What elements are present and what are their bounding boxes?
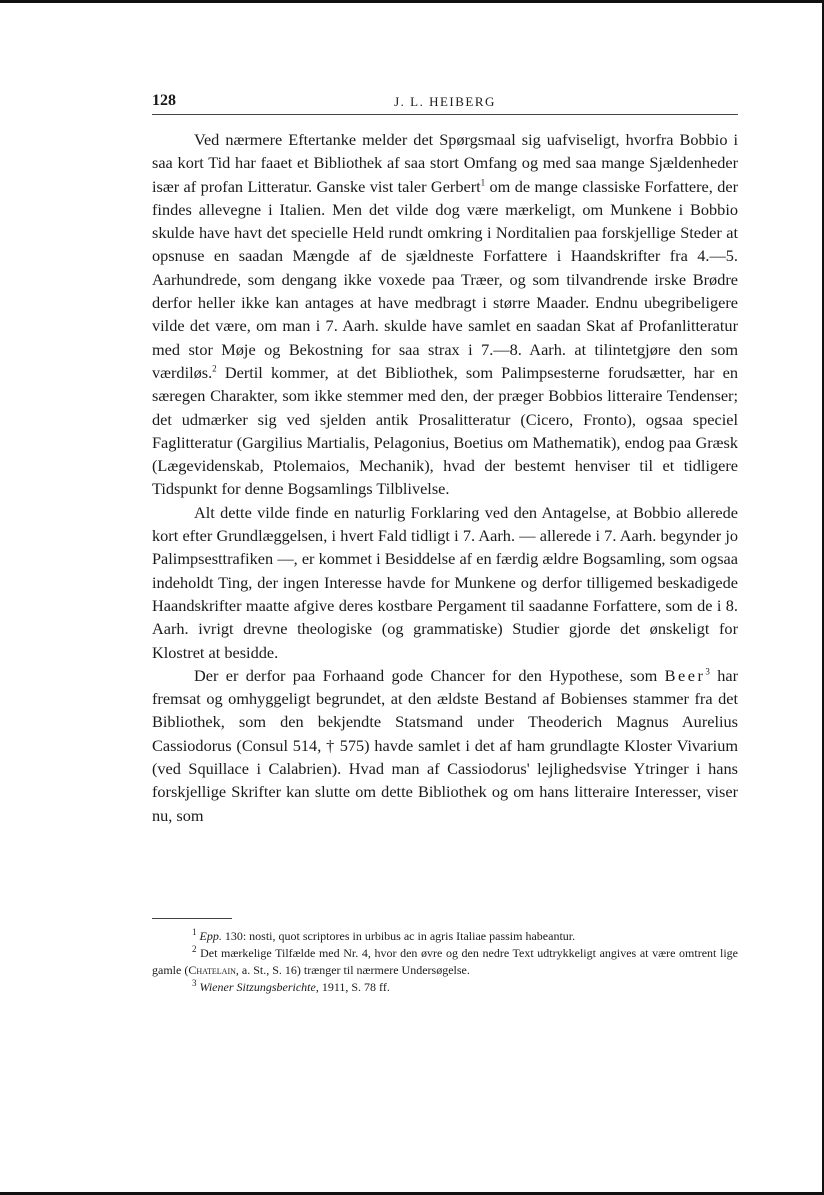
footnote-2 bbox=[152, 945, 738, 979]
footnote-1 bbox=[152, 928, 738, 945]
paragraph-3-text: Der er derfor paa Forhaand gode Chancer for den Hypothese, som bbox=[194, 665, 665, 685]
paragraph-2 bbox=[152, 501, 738, 664]
paragraph-1-text-b: om de mange classiske Forfattere, der findes allevegne i Italien. Men det vilde dog være mærkeligt, om Munkene i Bobbio skulde have havt det specielle Held rundt omkring i Norditalien paa forskjellige Steder at opsnuse en saadan Mængde af de sjældneste Forfattere i Haandskrifter fra 4.—5. Aarhundrede, som dengang ikke voxede paa Træer, og som tilvandrende irske Brødre derfor heller ikke kan antages at have medbragt i større Maader. Endnu ubegribeligere vilde det være, om man i 7. Aarh. skulde have samlet en saadan Skat af Profanlitteratur med stor Møje og Bekostning for saa strax i 7.—8. Aarh. at tilintetgjøre den som værdiløs. bbox=[152, 176, 738, 382]
footnote-3-mark: 3 bbox=[192, 978, 197, 988]
footnote-1-title: Epp. bbox=[199, 929, 222, 943]
footnote-2-mark: 2 bbox=[192, 944, 197, 954]
author-name-beer: Beer bbox=[664, 665, 706, 685]
footnote-ref-2: 2 bbox=[212, 363, 217, 374]
footnote-1-text: 130: nosti, quot scriptores in urbibus ac in agris Italiae passim habeantur. bbox=[221, 929, 576, 943]
page-edge-top bbox=[0, 0, 824, 3]
paragraph-2-text: Alt dette vilde finde en naturlig Forklaring ved den Antagelse, at Bobbio allerede kort efter Grundlæggelsen, i hvert Fald tidligt i 7. Aarh. — allerede i 7. Aarh. begynder jo Palimpsesttrafiken —, er kommet i Besiddelse af en færdig ældre Bogsamling, som ogsaa indeholdt Ting, der ingen Interesse havde for Munkene og derfor tilligemed beskadigede Haandskrifter maatte afgive deres kostbare Pergament til saadanne Forfattere, som de i 8. Aarh. ivrigt drevne theologiske (og grammatiske) Studier gjorde det ønskeligt for Klostret at besidde. bbox=[152, 502, 738, 662]
footnote-2-text-b: , a. St., S. 16) trænger til nærmere Undersøgelse. bbox=[235, 963, 470, 977]
footnote-ref-3: 3 bbox=[705, 666, 710, 677]
footnote-2-author: Chatelain bbox=[188, 963, 236, 977]
running-head: J. L. HEIBERG bbox=[394, 94, 496, 109]
paragraph-3-text-b: har fremsat og omhyggeligt begrundet, at den ældste Bestand af Bobienses stammer fra det Bibliothek, som den bekjendte Statsmand under Theoderich Magnus Aurelius Cassiodorus (Consul 514, † 575) havde samlet i det af ham grundlagte Kloster Vivarium (ved Squillace i Calabrien). Hvad man af Cassiodorus' lejlighedsvise Ytringer i hans forskjellige Skrifter kan slutte om dette Bibliothek og om hans litteraire Interesser, viser nu, som bbox=[152, 665, 738, 825]
footnote-rule bbox=[152, 918, 232, 919]
paragraph-1-text: Ved nærmere Eftertanke melder det Spørgsmaal sig uafviseligt, hvorfra Bobbio i saa kort Tid har faaet et Bibliothek af saa stort Omfang og med saa mange Sjældenheder især af profan Litteratur. Ganske vist taler Gerbert bbox=[152, 130, 738, 196]
footnote-3-title: Wiener Sitzungsberichte bbox=[199, 980, 316, 994]
footnote-3-text: , 1911, S. 78 ff. bbox=[315, 980, 390, 994]
footnote-2-text: Det mærkelige Tilfælde med Nr. 4, hvor den øvre og den nedre Text udtrykkeligt angives at være omtrent lige gamle ( bbox=[152, 946, 738, 977]
paragraph-1-text-c: Dertil kommer, at det Bibliothek, som Palimpsesterne forudsætter, har en særegen Charakter, som ikke stemmer med den, der præger Bobbios litteraire Tendenser; det udmærker sig ved sjelden antik Prosalitteratur (Cicero, Fronto), ogsaa speciel Faglitteratur (Gargilius Martialis, Pelagonius, Boetius om Mathematik), endog paa Græsk (Lægevidenskab, Ptolemaios, Mechanik), hvad der bestemt henviser til et tidligere Tidspunkt for denne Bogsamlings Tilblivelse. bbox=[152, 362, 738, 499]
paragraph-1 bbox=[152, 128, 738, 501]
footnote-ref-1: 1 bbox=[480, 177, 486, 188]
footnotes bbox=[152, 928, 738, 996]
footnote-3 bbox=[152, 979, 738, 996]
body-text bbox=[152, 128, 738, 827]
footnote-1-mark: 1 bbox=[192, 927, 197, 937]
page-header bbox=[152, 92, 738, 115]
page-number: 128 bbox=[152, 92, 176, 109]
paragraph-3 bbox=[152, 664, 738, 827]
